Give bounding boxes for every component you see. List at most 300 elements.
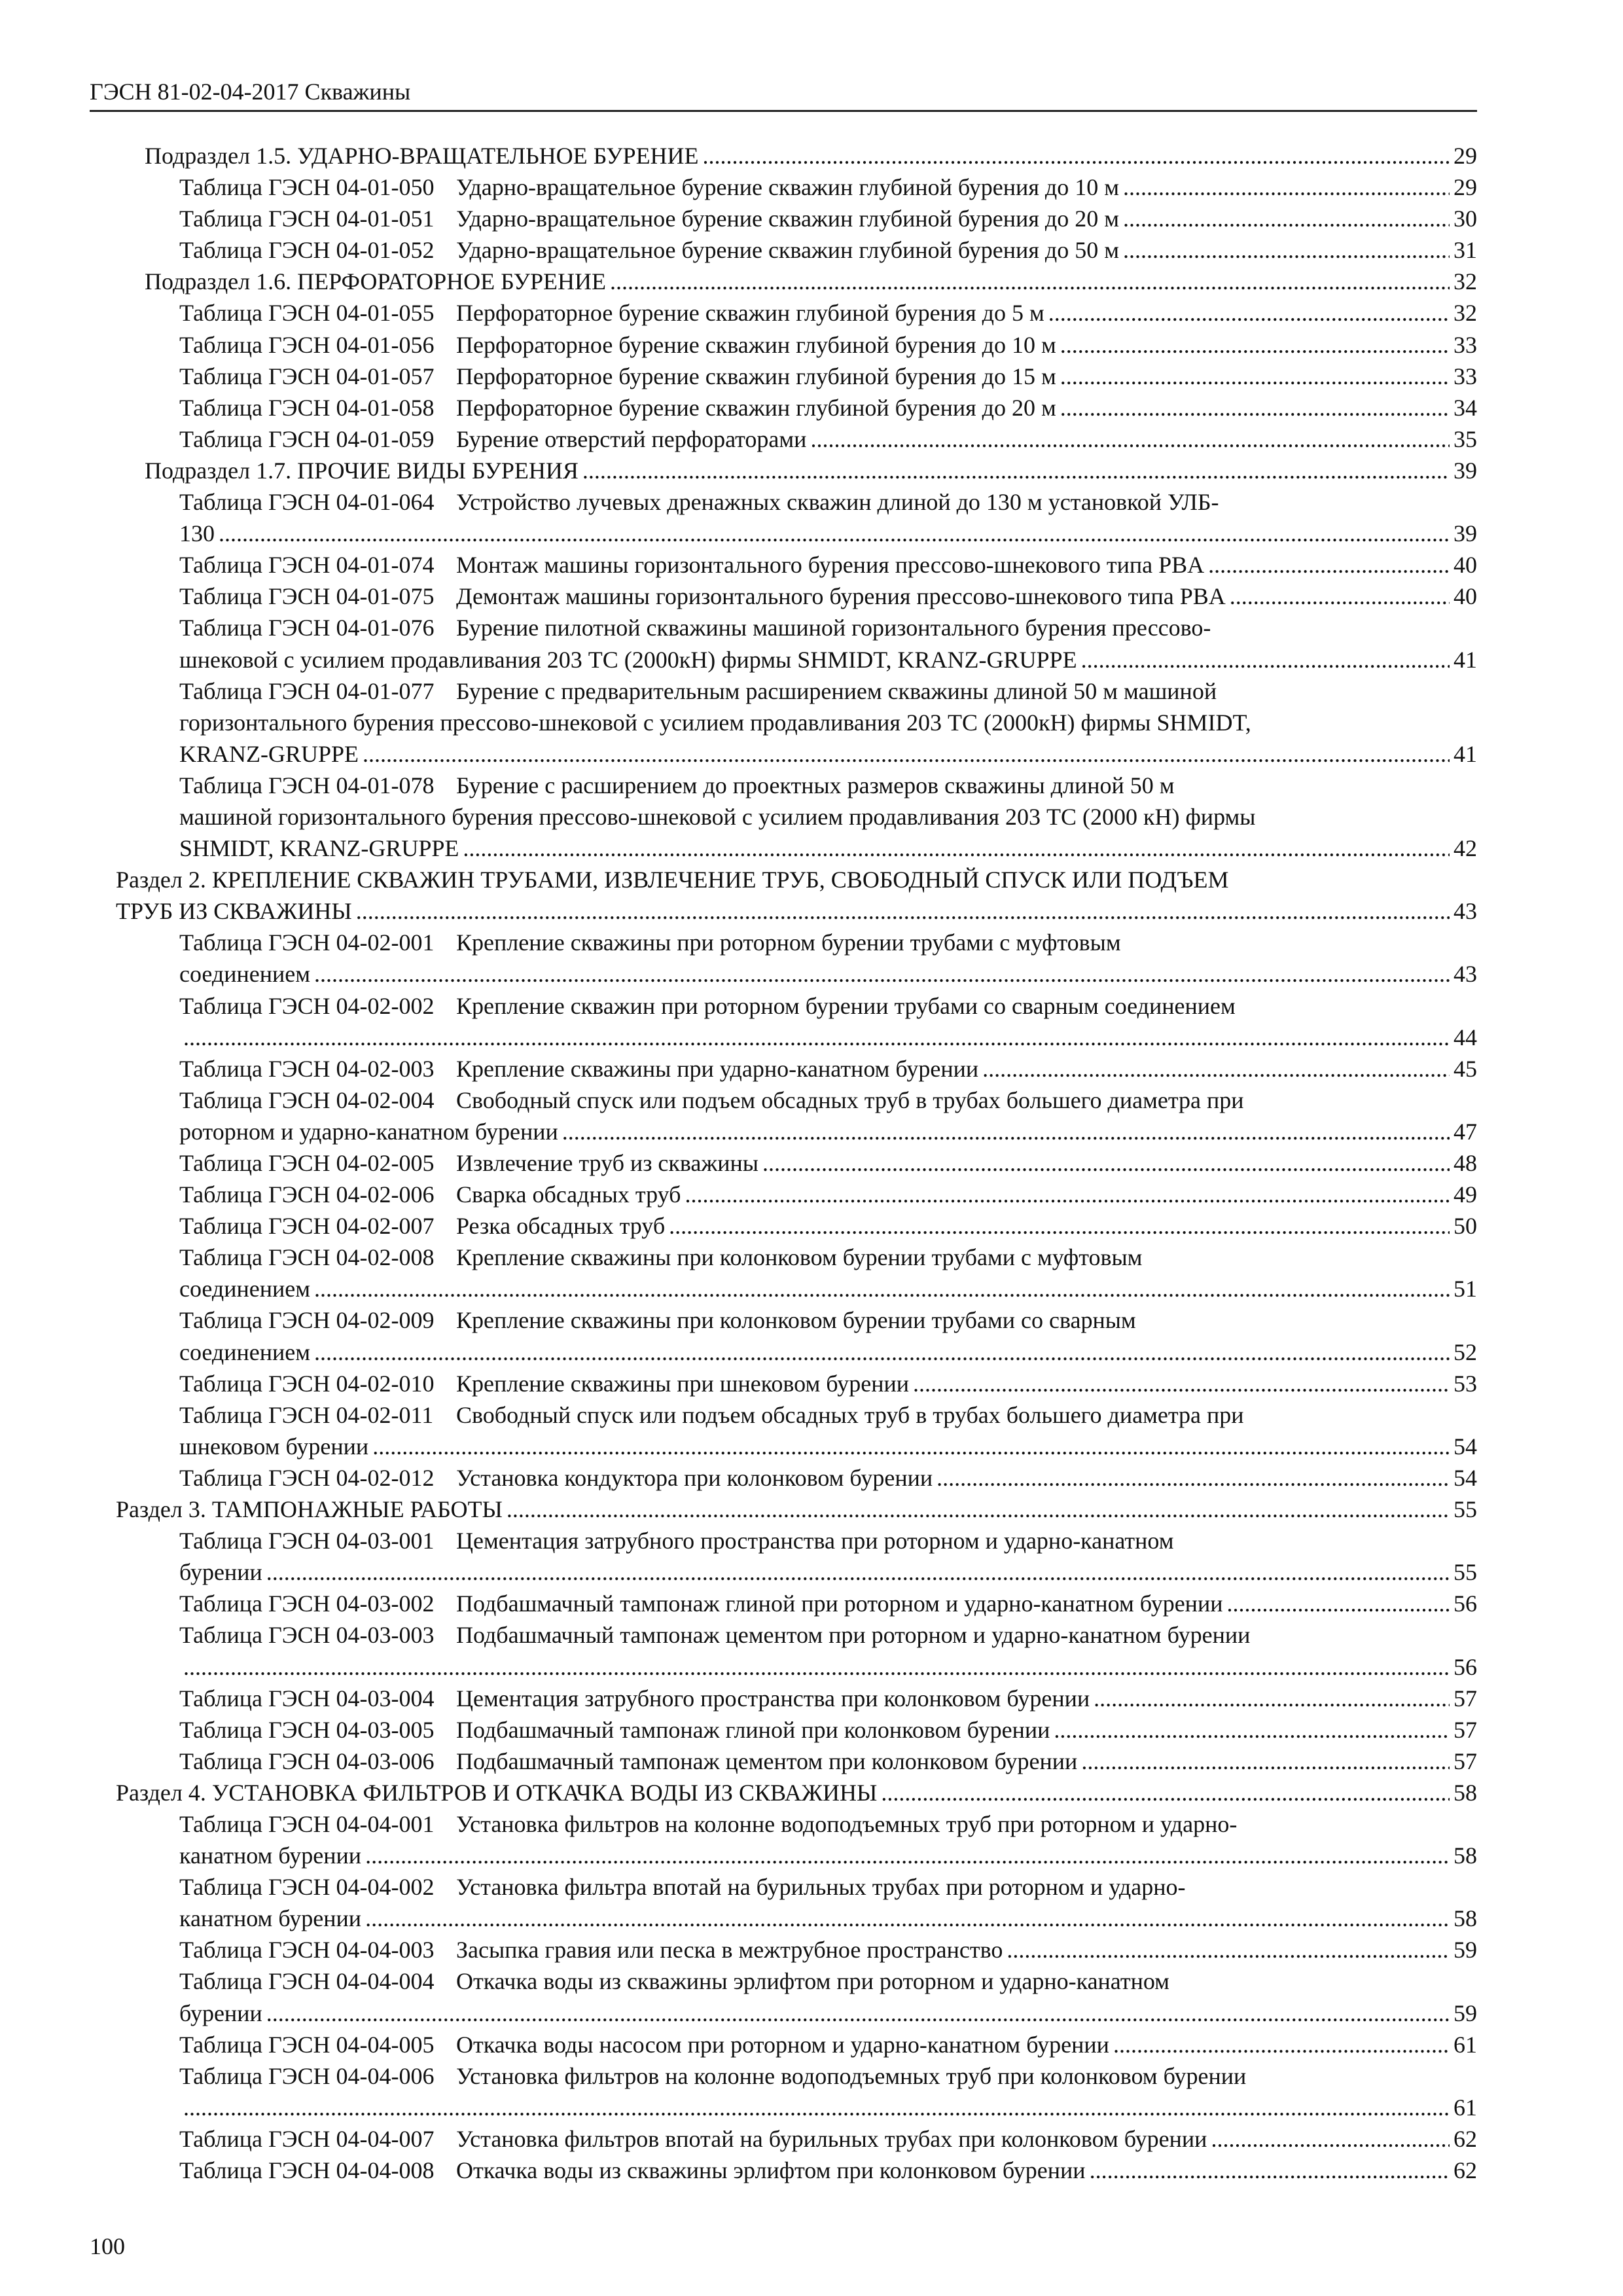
toc-entry-line xyxy=(90,234,1477,266)
toc-entry[interactable] xyxy=(90,1304,1477,1367)
toc-entry[interactable] xyxy=(90,1242,1477,1304)
toc-page-number: 31 xyxy=(1454,237,1477,264)
toc-entry[interactable] xyxy=(90,1399,1477,1462)
toc-entry[interactable] xyxy=(90,2029,1477,2060)
toc-entry-line xyxy=(90,2029,1477,2060)
toc-entry[interactable] xyxy=(90,234,1477,266)
toc-entry-line xyxy=(90,171,1477,203)
toc-entry-title: Установка фильтра впотай на бурильных трубах при роторном и ударно- xyxy=(456,1874,1186,1901)
dot-leader xyxy=(1060,392,1450,423)
toc-entry-title: Демонтаж машины горизонтального бурения прессово-шнекового типа PBA xyxy=(456,583,1226,610)
toc-page-number: 48 xyxy=(1454,1150,1477,1176)
toc-entry-title: Крепление скважины при шнековом бурении xyxy=(456,1370,909,1397)
toc-entry[interactable] xyxy=(90,1210,1477,1242)
dot-leader xyxy=(183,1022,1450,1053)
toc-page-number: 62 xyxy=(1454,2125,1477,2152)
toc-entry-line xyxy=(90,1085,1477,1116)
toc-table-code: Таблица ГЭСН 04-04-004 xyxy=(179,1968,435,1995)
toc-entry-line xyxy=(90,1808,1477,1840)
toc-entry-line xyxy=(90,1588,1477,1619)
toc-page-number: 40 xyxy=(1454,583,1477,610)
toc-entry-line xyxy=(90,423,1477,455)
toc-table-code: Таблица ГЭСН 04-04-002 xyxy=(179,1874,435,1901)
toc-entry-line xyxy=(90,1871,1477,1903)
toc-entry[interactable] xyxy=(90,1053,1477,1085)
toc-entry-line xyxy=(90,990,1477,1022)
dot-leader xyxy=(183,1651,1450,1683)
toc-entry[interactable] xyxy=(90,203,1477,234)
toc-entry-title: Установка кондуктора при колонковом бурении xyxy=(456,1464,933,1491)
dot-leader xyxy=(881,1777,1450,1808)
toc-table-code: Таблица ГЭСН 04-04-007 xyxy=(179,2125,435,2152)
toc-entry-title: Крепление скважины при колонковом бурении трубами со сварным xyxy=(456,1307,1136,1334)
dot-leader xyxy=(762,1147,1450,1179)
toc-entry-title: Бурение с расширением до проектных размеров скважины длиной 50 м xyxy=(456,772,1175,798)
toc-table-code: Таблица ГЭСН 04-04-008 xyxy=(179,2157,435,2183)
toc-entry-title: Раздел 2. КРЕПЛЕНИЕ СКВАЖИН ТРУБАМИ, ИЗВЛЕЧЕНИЕ ТРУБ, СВОБОДНЫЙ СПУСК ИЛИ ПОДЪЕМ xyxy=(116,867,1229,893)
toc-entry-title: Перфораторное бурение скважин глубиной бурения до 10 м xyxy=(456,331,1056,358)
toc-entry-line xyxy=(90,297,1477,329)
toc-table-code: Таблица ГЭСН 04-03-006 xyxy=(179,1748,435,1774)
toc-entry-title: Подраздел 1.5. УДАРНО-ВРАЩАТЕЛЬНОЕ БУРЕНИЕ xyxy=(145,143,699,169)
toc-table-code: Таблица ГЭСН 04-02-003 xyxy=(179,1055,435,1082)
toc-entry-title: Ударно-вращательное бурение скважин глубиной бурения до 50 м xyxy=(456,237,1119,264)
toc-entry-line xyxy=(90,549,1477,581)
toc-entry-title: Крепление скважины при колонковом бурении трубами с муфтовым xyxy=(456,1244,1143,1271)
toc-entry-line xyxy=(90,1462,1477,1494)
toc-table-code: Таблица ГЭСН 04-03-003 xyxy=(179,1622,435,1649)
toc-page-number: 32 xyxy=(1454,300,1477,327)
dot-leader xyxy=(913,1368,1450,1399)
toc-entry-line xyxy=(90,455,1477,486)
toc-table-code: Таблица ГЭСН 04-02-009 xyxy=(179,1307,435,1334)
toc-entry[interactable] xyxy=(90,2060,1477,2123)
toc-entry[interactable] xyxy=(90,392,1477,423)
toc-entry-line xyxy=(90,392,1477,423)
toc-page-number: 50 xyxy=(1454,1213,1477,1240)
dot-leader xyxy=(507,1494,1450,1525)
toc-entry[interactable] xyxy=(90,1746,1477,1777)
toc-entry[interactable] xyxy=(90,455,1477,486)
toc-page-number: 55 xyxy=(1454,1559,1477,1586)
dot-leader xyxy=(1113,2029,1450,2060)
dot-leader xyxy=(1081,644,1450,675)
toc-entry-line xyxy=(90,612,1477,643)
toc-table-code: Таблица ГЭСН 04-01-058 xyxy=(179,394,435,421)
toc-entry-continuation xyxy=(90,801,1477,833)
toc-entry[interactable] xyxy=(90,1147,1477,1179)
toc-entry[interactable] xyxy=(90,1683,1477,1714)
toc-table-code: Таблица ГЭСН 04-03-004 xyxy=(179,1685,435,1712)
toc-entry-title: 130 xyxy=(179,520,215,547)
toc-entry-title: SHMIDT, KRANZ-GRUPPE xyxy=(179,835,459,862)
toc-page-number: 58 xyxy=(1454,1779,1477,1806)
toc-table-code: Таблица ГЭСН 04-02-012 xyxy=(179,1464,435,1491)
dot-leader xyxy=(1048,297,1450,329)
toc-entry-line xyxy=(90,675,1477,707)
toc-entry-title: Крепление скважин при роторном бурении трубами со сварным соединением xyxy=(456,992,1236,1019)
toc-page-number: 62 xyxy=(1454,2157,1477,2183)
toc-page-number: 59 xyxy=(1454,1937,1477,1964)
toc-entry-continuation xyxy=(90,833,1477,864)
toc-entry-title: Бурение с предварительным расширением скважины длиной 50 м машиной xyxy=(456,677,1217,704)
toc-entry-title: Бурение отверстий перфораторами xyxy=(456,425,807,452)
dot-leader xyxy=(1060,329,1450,361)
toc-page-number: 53 xyxy=(1454,1370,1477,1397)
dot-leader xyxy=(463,833,1450,864)
toc-entry-title: Крепление скважины при роторном бурении трубами с муфтовым xyxy=(456,929,1121,956)
toc-entry-title: Откачка воды насосом при роторном и ударно-канатном бурении xyxy=(456,2031,1109,2058)
toc-page-number: 56 xyxy=(1454,1590,1477,1617)
toc-entry-line xyxy=(90,1619,1477,1651)
toc-page-number: 57 xyxy=(1454,1685,1477,1712)
toc-table-code: Таблица ГЭСН 04-01-074 xyxy=(179,552,435,579)
toc-page-number: 39 xyxy=(1454,520,1477,547)
toc-entry-title: ТРУБ ИЗ СКВАЖИНЫ xyxy=(116,898,352,925)
dot-leader xyxy=(1094,1683,1450,1714)
toc-entry-title: соединением xyxy=(179,961,311,988)
toc-table-code: Таблица ГЭСН 04-04-003 xyxy=(179,1937,435,1964)
toc-entry-line xyxy=(90,1777,1477,1808)
toc-table-code: Таблица ГЭСН 04-02-011 xyxy=(179,1401,434,1428)
dot-leader xyxy=(1007,1934,1450,1965)
toc-entry-title: бурении xyxy=(179,1559,262,1586)
toc-entry-title: Крепление скважины при ударно-канатном бурении xyxy=(456,1055,979,1082)
toc-page-number: 30 xyxy=(1454,206,1477,232)
toc-page-number: 32 xyxy=(1454,268,1477,295)
toc-entry[interactable] xyxy=(90,2155,1477,2186)
dot-leader xyxy=(1060,361,1450,392)
toc-entry-title: Перфораторное бурение скважин глубиной бурения до 20 м xyxy=(456,394,1056,421)
toc-entry[interactable] xyxy=(90,990,1477,1053)
dot-leader xyxy=(363,738,1450,770)
toc-table-code: Таблица ГЭСН 04-01-075 xyxy=(179,583,435,610)
toc-table-code: Таблица ГЭСН 04-01-076 xyxy=(179,615,435,641)
toc-entry-title: машиной горизонтального бурения прессово-шнековой с усилием продавливания 203 ТС (2000 кН) фирмы xyxy=(179,803,1256,830)
toc-entry-line xyxy=(90,1399,1477,1431)
toc-page-number: 29 xyxy=(1454,143,1477,169)
toc-page-number: 45 xyxy=(1454,1055,1477,1082)
toc-entry-title: Подбашмачный тампонаж глиной при колонковом бурении xyxy=(456,1716,1050,1743)
toc-entry-continuation xyxy=(90,1998,1477,2029)
toc-page-number: 59 xyxy=(1454,2000,1477,2026)
toc-entry-title: Свободный спуск или подъем обсадных труб в трубах большего диаметра при xyxy=(456,1401,1244,1428)
toc-page-number: 54 xyxy=(1454,1433,1477,1460)
toc-table-code: Таблица ГЭСН 04-02-001 xyxy=(179,929,435,956)
toc-page-number: 33 xyxy=(1454,363,1477,389)
toc-entry[interactable] xyxy=(90,1494,1477,1525)
toc-table-code: Таблица ГЭСН 04-02-006 xyxy=(179,1181,435,1208)
toc-entry-line xyxy=(90,2155,1477,2186)
dot-leader xyxy=(314,1273,1450,1304)
toc-entry-continuation xyxy=(90,1903,1477,1934)
toc-entry-line xyxy=(90,1147,1477,1179)
dot-leader xyxy=(982,1053,1450,1085)
dot-leader xyxy=(365,1840,1450,1871)
toc-entry[interactable] xyxy=(90,1179,1477,1210)
toc-table-code: Таблица ГЭСН 04-02-002 xyxy=(179,992,435,1019)
toc-table-code: Таблица ГЭСН 04-01-051 xyxy=(179,206,435,232)
toc-entry-title: Ударно-вращательное бурение скважин глубиной бурения до 10 м xyxy=(456,174,1119,201)
toc-page-number: 40 xyxy=(1454,552,1477,579)
toc-page-number: 58 xyxy=(1454,1905,1477,1932)
dot-leader xyxy=(1123,234,1450,266)
toc-entry-title: Перфораторное бурение скважин глубиной бурения до 15 м xyxy=(456,363,1056,389)
toc-entry-line xyxy=(90,329,1477,361)
toc-entry[interactable] xyxy=(90,770,1477,864)
toc-entry[interactable] xyxy=(90,612,1477,675)
toc-entry-continuation xyxy=(90,895,1477,927)
toc-entry-continuation xyxy=(90,1840,1477,1871)
toc-entry-continuation xyxy=(90,1022,1477,1053)
toc-entry-title: Ударно-вращательное бурение скважин глубиной бурения до 20 м xyxy=(456,206,1119,232)
toc-entry-title: Раздел 3. ТАМПОНАЖНЫЕ РАБОТЫ xyxy=(116,1496,503,1523)
toc-entry[interactable] xyxy=(90,266,1477,297)
toc-entry-line xyxy=(90,770,1477,801)
dot-leader xyxy=(372,1431,1450,1462)
toc-entry-title: Извлечение труб из скважины xyxy=(456,1150,758,1176)
toc-table-code: Таблица ГЭСН 04-02-004 xyxy=(179,1086,435,1113)
toc-entry-title: Устройство лучевых дренажных скважин длиной до 130 м установкой УЛБ- xyxy=(456,489,1219,516)
page-number: 100 xyxy=(90,2233,125,2259)
toc-table-code: Таблица ГЭСН 04-02-008 xyxy=(179,1244,435,1271)
toc-table-code: Таблица ГЭСН 04-01-078 xyxy=(179,772,435,798)
toc-page-number: 49 xyxy=(1454,1181,1477,1208)
dot-leader xyxy=(1123,171,1450,203)
toc-entry-line xyxy=(90,1368,1477,1399)
toc-entry[interactable] xyxy=(90,1934,1477,1965)
toc-page-number: 39 xyxy=(1454,457,1477,484)
toc-entry-line xyxy=(90,1934,1477,1965)
toc-entry-line xyxy=(90,140,1477,171)
toc-page-number: 57 xyxy=(1454,1716,1477,1743)
toc-page-number: 47 xyxy=(1454,1118,1477,1145)
toc-page-number: 43 xyxy=(1454,898,1477,925)
toc-entry[interactable] xyxy=(90,1588,1477,1619)
toc-entry-line xyxy=(90,927,1477,958)
toc-entry-title: Резка обсадных труб xyxy=(456,1213,666,1240)
toc-entry-title: Откачка воды из скважины эрлифтом при колонковом бурении xyxy=(456,2157,1086,2183)
toc-entry[interactable] xyxy=(90,549,1477,581)
toc-entry[interactable] xyxy=(90,1368,1477,1399)
toc-entry-line xyxy=(90,361,1477,392)
toc-entry-title: соединением xyxy=(179,1338,311,1365)
toc-entry-title: Цементация затрубного пространства при роторном и ударно-канатном xyxy=(456,1528,1174,1554)
toc-page-number: 29 xyxy=(1454,174,1477,201)
toc-entry-continuation xyxy=(90,1556,1477,1588)
toc-table-code: Таблица ГЭСН 04-01-056 xyxy=(179,331,435,358)
toc-entry[interactable] xyxy=(90,297,1477,329)
toc-page-number: 61 xyxy=(1454,2031,1477,2058)
toc-table-code: Таблица ГЭСН 04-04-001 xyxy=(179,1810,435,1837)
toc-entry[interactable] xyxy=(90,927,1477,990)
dot-leader xyxy=(219,518,1450,549)
dot-leader xyxy=(365,1903,1450,1934)
toc-entry-continuation xyxy=(90,1651,1477,1683)
dot-leader xyxy=(669,1210,1450,1242)
toc-page-number: 57 xyxy=(1454,1748,1477,1774)
toc-entry-line xyxy=(90,1683,1477,1714)
toc-table-code: Таблица ГЭСН 04-01-059 xyxy=(179,425,435,452)
dot-leader xyxy=(1230,581,1450,612)
toc-entry-continuation xyxy=(90,518,1477,549)
toc-entry-title: Цементация затрубного пространства при колонковом бурении xyxy=(456,1685,1090,1712)
toc-entry-title: канатном бурении xyxy=(179,1842,362,1869)
toc-entry[interactable] xyxy=(90,423,1477,455)
dot-leader xyxy=(1226,1588,1450,1619)
toc-entry[interactable] xyxy=(90,1619,1477,1682)
toc-entry[interactable] xyxy=(90,1777,1477,1808)
toc-entry-continuation xyxy=(90,1336,1477,1368)
toc-table-code: Таблица ГЭСН 04-01-052 xyxy=(179,237,435,264)
document-title: ГЭСН 81-02-04-2017 Скважины xyxy=(90,79,411,105)
toc-entry-line xyxy=(90,2123,1477,2155)
dot-leader xyxy=(266,1556,1450,1588)
toc-entry[interactable] xyxy=(90,140,1477,171)
toc-entry-line xyxy=(90,1210,1477,1242)
toc-entry-title: Подбашмачный тампонаж цементом при колонковом бурении xyxy=(456,1748,1078,1774)
toc-entry-title: Монтаж машины горизонтального бурения прессово-шнекового типа PBA xyxy=(456,552,1205,579)
toc-table-code: Таблица ГЭСН 04-01-077 xyxy=(179,677,435,704)
toc-page-number: 43 xyxy=(1454,961,1477,988)
toc-entry-title: KRANZ-GRUPPE xyxy=(179,740,359,767)
toc-table-code: Таблица ГЭСН 04-03-002 xyxy=(179,1590,435,1617)
toc-entry[interactable] xyxy=(90,2123,1477,2155)
toc-entry-line xyxy=(90,1525,1477,1556)
toc-entry-continuation xyxy=(90,1431,1477,1462)
dot-leader xyxy=(1211,2123,1450,2155)
toc-page-number: 33 xyxy=(1454,331,1477,358)
dot-leader xyxy=(1054,1714,1450,1746)
toc-entry[interactable] xyxy=(90,675,1477,770)
toc-entry-title: Свободный спуск или подъем обсадных труб в трубах большего диаметра при xyxy=(456,1086,1244,1113)
dot-leader xyxy=(1208,549,1450,581)
toc-entry-line xyxy=(90,1304,1477,1336)
toc-table-code: Таблица ГЭСН 04-04-005 xyxy=(179,2031,435,2058)
toc-entry[interactable] xyxy=(90,1965,1477,2028)
toc-entry[interactable] xyxy=(90,329,1477,361)
toc-page-number: 34 xyxy=(1454,394,1477,421)
dot-leader xyxy=(1090,2155,1450,2186)
toc-page-number: 54 xyxy=(1454,1464,1477,1491)
toc-entry-title: Откачка воды из скважины эрлифтом при роторном и ударно-канатном xyxy=(456,1968,1169,1995)
toc-page-number: 51 xyxy=(1454,1276,1477,1302)
toc-entry-line xyxy=(90,2060,1477,2092)
toc-entry-title: Сварка обсадных труб xyxy=(456,1181,681,1208)
toc-entry-line xyxy=(90,1053,1477,1085)
toc-entry-title: горизонтального бурения прессово-шнековой с усилием продавливания 203 ТС (2000кН) фирмы SHMIDT, xyxy=(179,709,1251,736)
toc-page-number: 61 xyxy=(1454,2094,1477,2121)
toc-entry[interactable] xyxy=(90,1871,1477,1934)
toc-entry-title: соединением xyxy=(179,1276,311,1302)
toc-entry-line xyxy=(90,1746,1477,1777)
dot-leader xyxy=(1123,203,1450,234)
dot-leader xyxy=(314,958,1450,990)
toc-table-code: Таблица ГЭСН 04-03-001 xyxy=(179,1528,435,1554)
dot-leader xyxy=(356,895,1450,927)
toc-entry[interactable] xyxy=(90,1714,1477,1746)
toc-entry-title: Установка фильтров на колонне водоподъемных труб при колонковом бурении xyxy=(456,2062,1247,2089)
toc-entry[interactable] xyxy=(90,1085,1477,1147)
toc-table-code: Таблица ГЭСН 04-01-055 xyxy=(179,300,435,327)
table-of-contents xyxy=(90,140,1477,2186)
toc-entry-title: Подбашмачный тампонаж цементом при роторном и ударно-канатном бурении xyxy=(456,1622,1251,1649)
toc-page-number: 44 xyxy=(1454,1024,1477,1050)
toc-entry-continuation xyxy=(90,707,1477,738)
toc-entry-continuation xyxy=(90,958,1477,990)
dot-leader xyxy=(266,1998,1450,2029)
toc-entry-line xyxy=(90,266,1477,297)
toc-entry[interactable] xyxy=(90,171,1477,203)
toc-entry-continuation xyxy=(90,1273,1477,1304)
running-header xyxy=(90,73,1477,112)
dot-leader xyxy=(582,455,1450,486)
dot-leader xyxy=(610,266,1450,297)
dot-leader xyxy=(562,1116,1450,1147)
toc-entry-line xyxy=(90,486,1477,518)
toc-entry[interactable] xyxy=(90,1808,1477,1871)
toc-entry-continuation xyxy=(90,1116,1477,1147)
toc-entry-title: шнековом бурении xyxy=(179,1433,369,1460)
toc-table-code: Таблица ГЭСН 04-04-006 xyxy=(179,2062,435,2089)
toc-page-number: 58 xyxy=(1454,1842,1477,1869)
toc-entry-title: Подраздел 1.7. ПРОЧИЕ ВИДЫ БУРЕНИЯ xyxy=(145,457,579,484)
toc-entry-title: Засыпка гравия или песка в межтрубное пространство xyxy=(456,1937,1003,1964)
toc-entry-line xyxy=(90,864,1477,895)
toc-entry-title: Установка фильтров на колонне водоподъемных труб при роторном и ударно- xyxy=(456,1810,1238,1837)
toc-entry-title: Перфораторное бурение скважин глубиной бурения до 5 м xyxy=(456,300,1044,327)
toc-page-number: 41 xyxy=(1454,646,1477,673)
toc-entry-title: канатном бурении xyxy=(179,1905,362,1932)
toc-entry-line xyxy=(90,1494,1477,1525)
toc-page-number: 41 xyxy=(1454,740,1477,767)
toc-entry-continuation xyxy=(90,738,1477,770)
toc-table-code: Таблица ГЭСН 04-03-005 xyxy=(179,1716,435,1743)
toc-page-number: 42 xyxy=(1454,835,1477,862)
toc-entry-title: роторном и ударно-канатном бурении xyxy=(179,1118,558,1145)
toc-table-code: Таблица ГЭСН 04-01-057 xyxy=(179,363,435,389)
dot-leader xyxy=(703,140,1450,171)
toc-page-number: 35 xyxy=(1454,425,1477,452)
toc-entry-title: Подбашмачный тампонаж глиной при роторном и ударно-канатном бурении xyxy=(456,1590,1223,1617)
toc-entry-line xyxy=(90,1179,1477,1210)
toc-page-number: 55 xyxy=(1454,1496,1477,1523)
dot-leader xyxy=(1081,1746,1450,1777)
toc-entry[interactable] xyxy=(90,1462,1477,1494)
toc-entry-continuation xyxy=(90,644,1477,675)
toc-entry[interactable] xyxy=(90,486,1477,549)
toc-table-code: Таблица ГЭСН 04-01-050 xyxy=(179,174,435,201)
toc-entry-title: Раздел 4. УСТАНОВКА ФИЛЬТРОВ И ОТКАЧКА ВОДЫ ИЗ СКВАЖИНЫ xyxy=(116,1779,878,1806)
toc-entry-line xyxy=(90,1242,1477,1273)
toc-page-number: 56 xyxy=(1454,1653,1477,1680)
toc-entry-line xyxy=(90,1965,1477,1997)
toc-entry[interactable] xyxy=(90,361,1477,392)
toc-page-number: 52 xyxy=(1454,1338,1477,1365)
toc-entry-line xyxy=(90,581,1477,612)
toc-entry-title: Подраздел 1.6. ПЕРФОРАТОРНОЕ БУРЕНИЕ xyxy=(145,268,607,295)
toc-entry[interactable] xyxy=(90,1525,1477,1588)
dot-leader xyxy=(685,1179,1450,1210)
toc-entry[interactable] xyxy=(90,864,1477,927)
dot-leader xyxy=(810,423,1450,455)
toc-entry[interactable] xyxy=(90,581,1477,612)
toc-entry-line xyxy=(90,203,1477,234)
toc-entry-title: шнековой с усилием продавливания 203 ТС (2000кН) фирмы SHMIDT, KRANZ-GRUPPE xyxy=(179,646,1077,673)
toc-entry-continuation xyxy=(90,2092,1477,2123)
toc-entry-title: Установка фильтров впотай на бурильных трубах при колонковом бурении xyxy=(456,2125,1207,2152)
toc-table-code: Таблица ГЭСН 04-02-005 xyxy=(179,1150,435,1176)
